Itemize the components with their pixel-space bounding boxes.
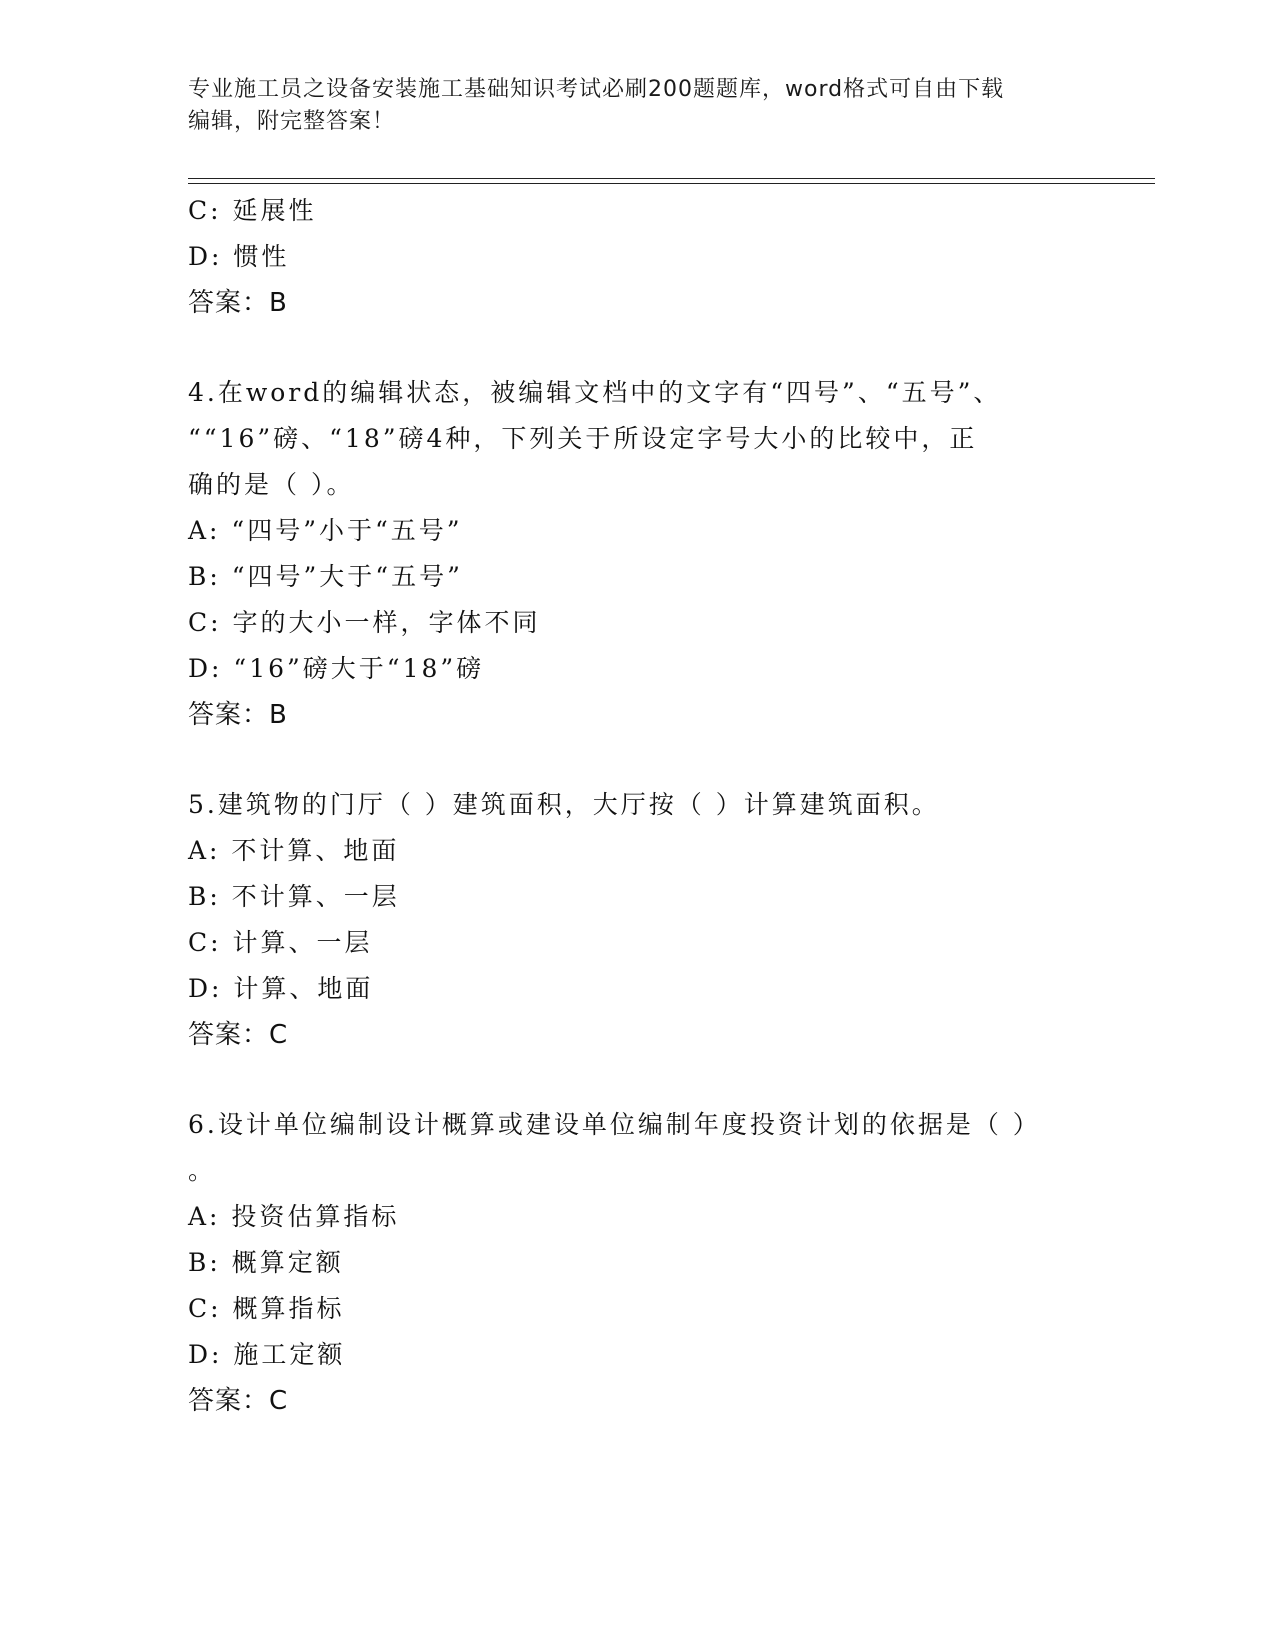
question-list [188, 188, 1088, 1424]
question-5 [188, 782, 1088, 1058]
answer: 答案：B [188, 700, 288, 730]
question-text: ““16”磅、“18”磅4种，下列关于所设定字号大小的比较中，正 [188, 424, 978, 453]
question-4 [188, 370, 1088, 738]
option-b: B: “四号”大于“五号” [188, 562, 463, 591]
header-title-line-1: 专业施工员之设备安装施工基础知识考试必刷200题题库，word格式可自由下载 [188, 77, 1005, 102]
option-a: A: 不计算、地面 [188, 836, 400, 865]
question-text: 。 [188, 1156, 217, 1185]
question-text: 5.建筑物的门厅（ ）建筑面积，大厅按（ ）计算建筑面积。 [188, 790, 940, 819]
question-text: 6.设计单位编制设计概算或建设单位编制年度投资计划的依据是（ ） [188, 1110, 1041, 1139]
option-c: C: 概算指标 [188, 1294, 345, 1323]
question-6 [188, 1102, 1088, 1424]
question-spacer [188, 738, 1088, 782]
option-d: D: 施工定额 [188, 1340, 346, 1369]
option-c: C: 计算、一层 [188, 928, 373, 957]
question-text: 确的是（ ）。 [188, 470, 355, 499]
option-c: C: 字的大小一样，字体不同 [188, 608, 541, 637]
option-d: D: “16”磅大于“18”磅 [188, 654, 485, 683]
header-divider-bottom [188, 183, 1155, 184]
answer: 答案：B [188, 288, 288, 318]
answer: 答案：C [188, 1020, 289, 1050]
option-b: B: 不计算、一层 [188, 882, 400, 911]
option-d: D: 计算、地面 [188, 974, 374, 1003]
header-title-line-2: 编辑，附完整答案！ [188, 109, 396, 134]
answer: 答案：C [188, 1386, 289, 1416]
document-header [188, 74, 1088, 138]
option-a: A: 投资估算指标 [188, 1202, 400, 1231]
question-3-tail [188, 188, 1088, 326]
question-text: 4.在word的编辑状态，被编辑文档中的文字有“四号”、“五号”、 [188, 378, 1002, 407]
option-c: C: 延展性 [188, 196, 317, 225]
option-b: B: 概算定额 [188, 1248, 344, 1277]
option-d: D: 惯性 [188, 242, 290, 271]
question-spacer [188, 326, 1088, 370]
option-a: A: “四号”小于“五号” [188, 516, 463, 545]
header-divider-top [188, 178, 1155, 179]
question-spacer [188, 1058, 1088, 1102]
